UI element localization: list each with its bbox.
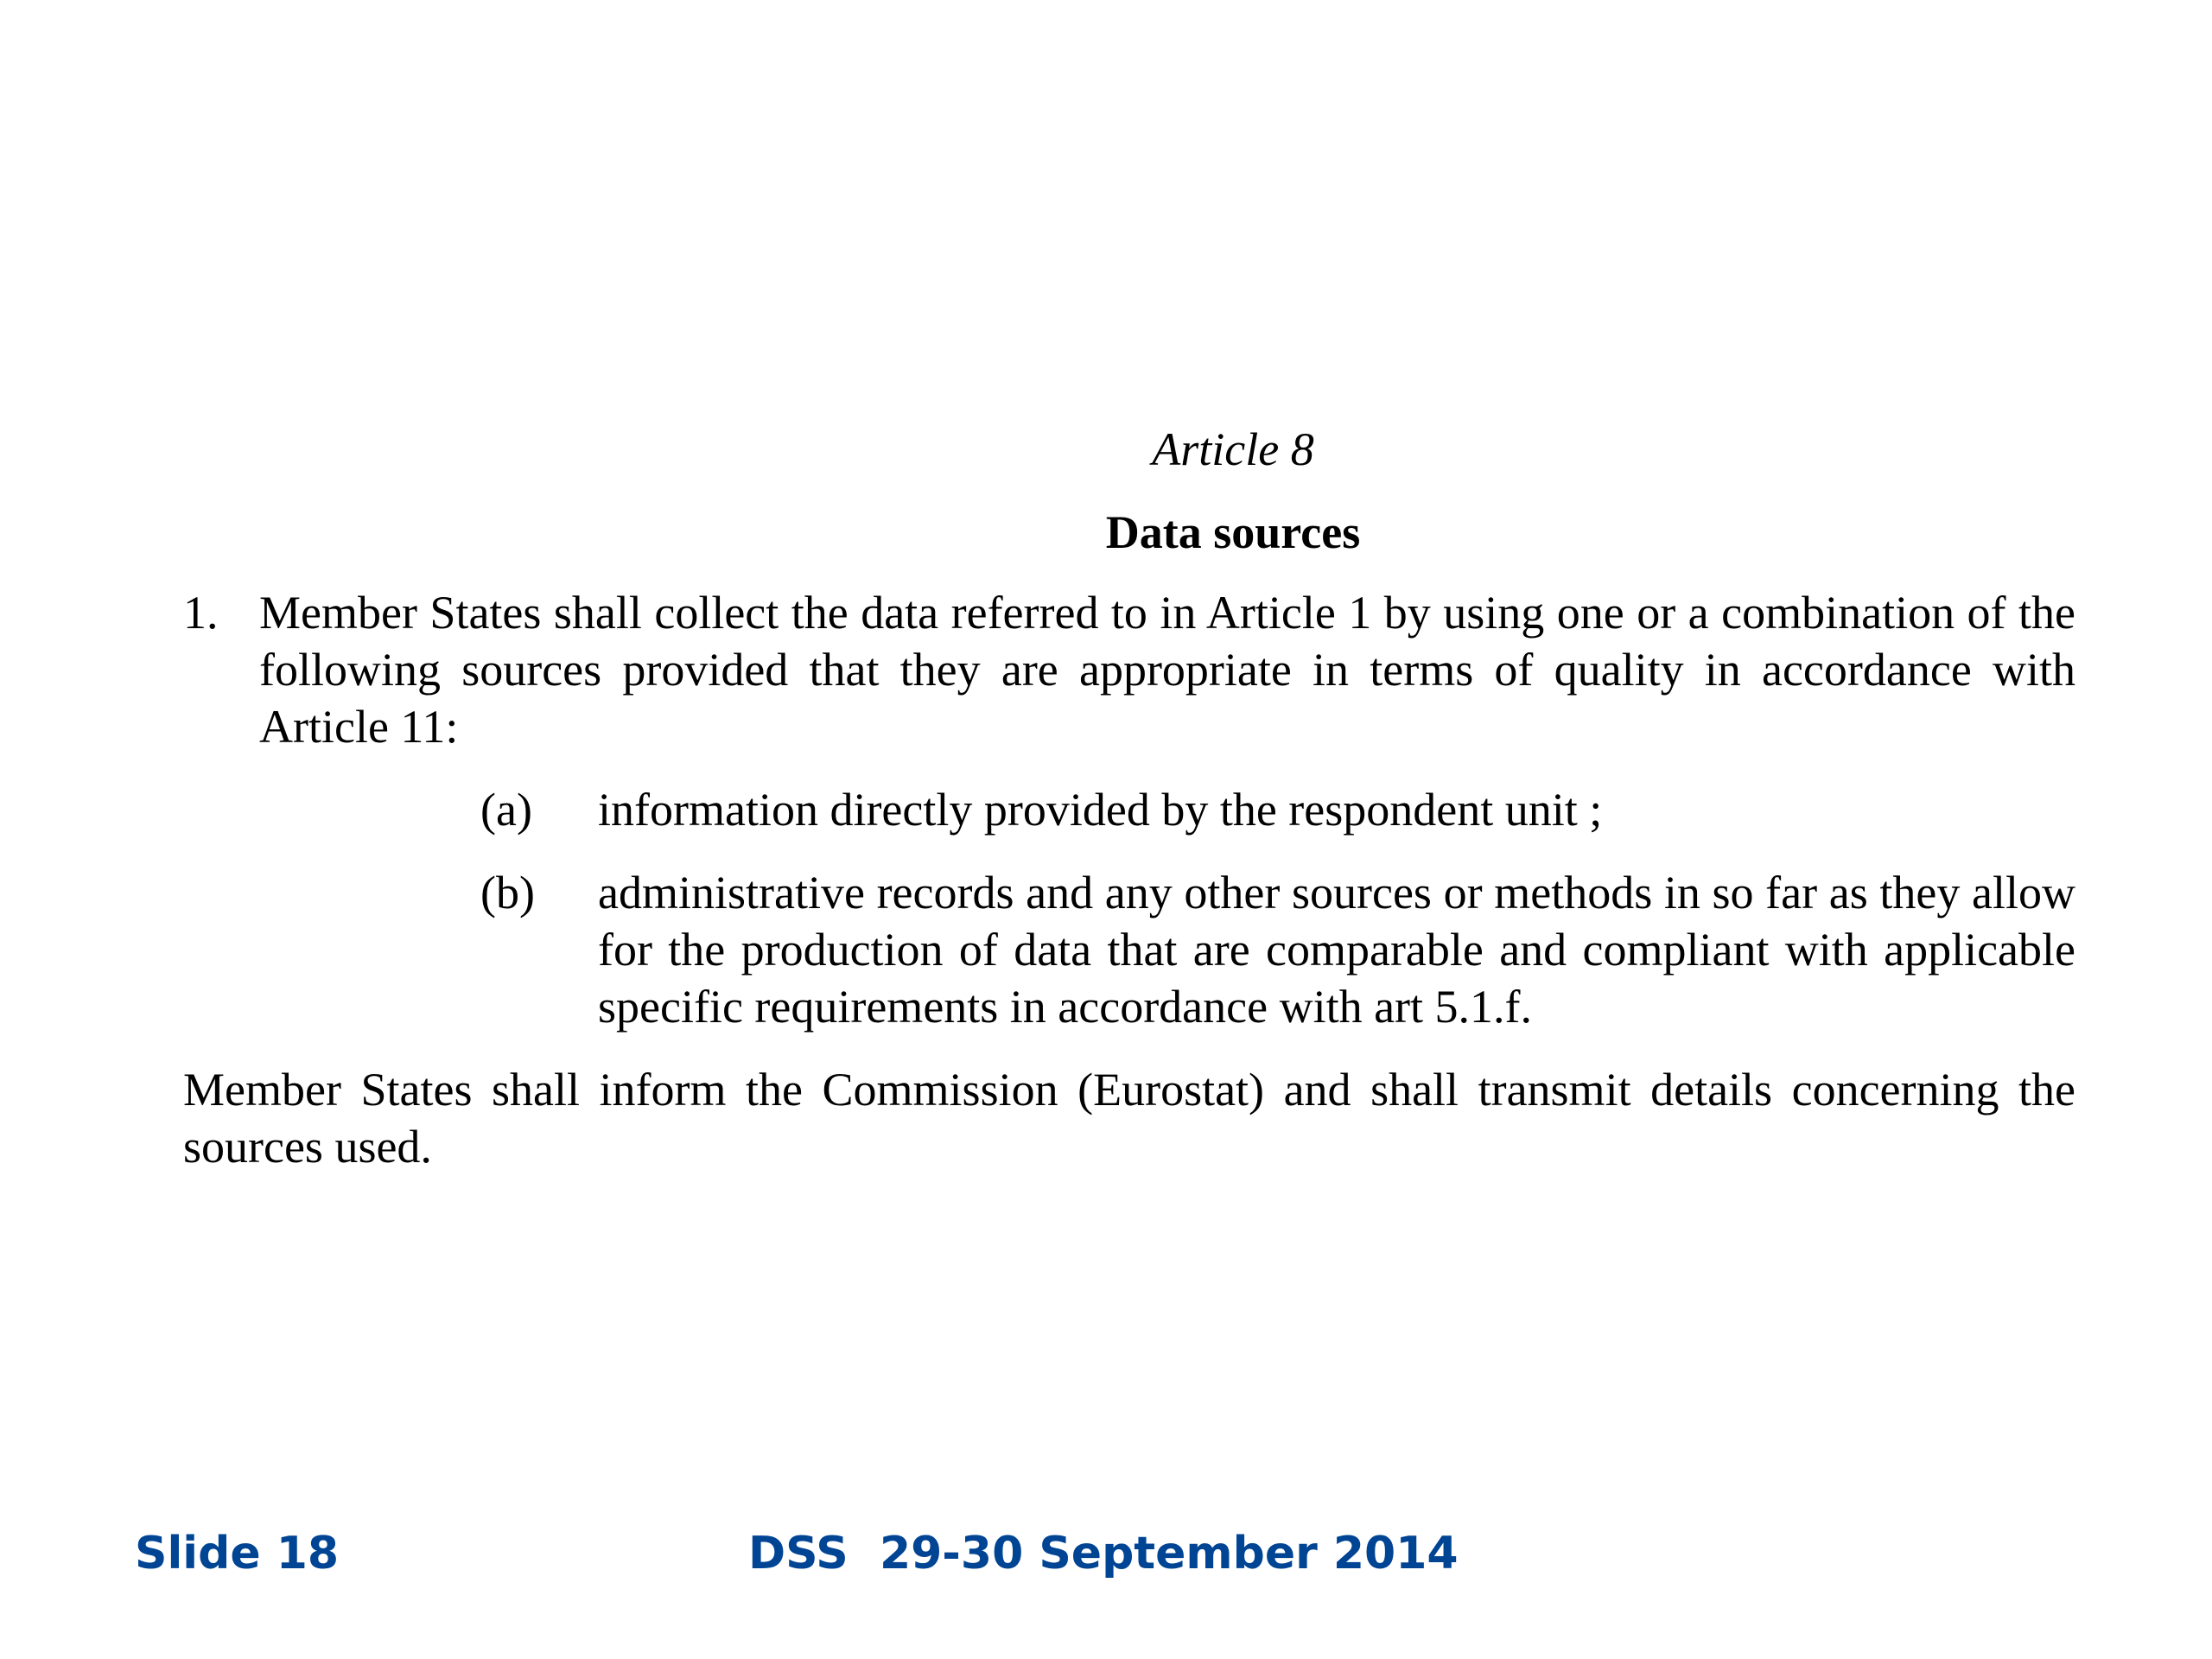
article-number: Article 8 (1152, 423, 1314, 475)
list-item-label: (b) (480, 867, 535, 918)
slide-number: Slide 18 (135, 1528, 340, 1580)
paragraph-1-number: 1. (183, 587, 219, 639)
list-item (480, 781, 2075, 838)
closing-paragraph: Member States shall inform the Commission (Eurostat) and shall transmit details concerning the sources used. (183, 1064, 2075, 1173)
article-block (183, 422, 2075, 1175)
sources-list (480, 781, 2075, 1035)
event-label: DSS 29-30 September 2014 (748, 1528, 1459, 1580)
list-item-text: administrative records and any other sources or methods in so far as they allow for the production of data that are comparable and compliant with applicable specific requirements in accordance with art 5.1.f. (598, 867, 2075, 1033)
paragraph-1-text: Member States shall collect the data referred to in Article 1 by using one or a combination of the following sources provided that they are appropriate in terms of quality in accordance with Article 11: (259, 587, 2075, 753)
list-item-text: information directly provided by the respondent unit ; (598, 784, 1603, 836)
article-title: Data sources (1105, 506, 1361, 558)
footer (0, 1528, 2212, 1588)
paragraph-1 (183, 584, 2075, 755)
list-item-label: (a) (480, 784, 532, 836)
list-item (480, 864, 2075, 1035)
